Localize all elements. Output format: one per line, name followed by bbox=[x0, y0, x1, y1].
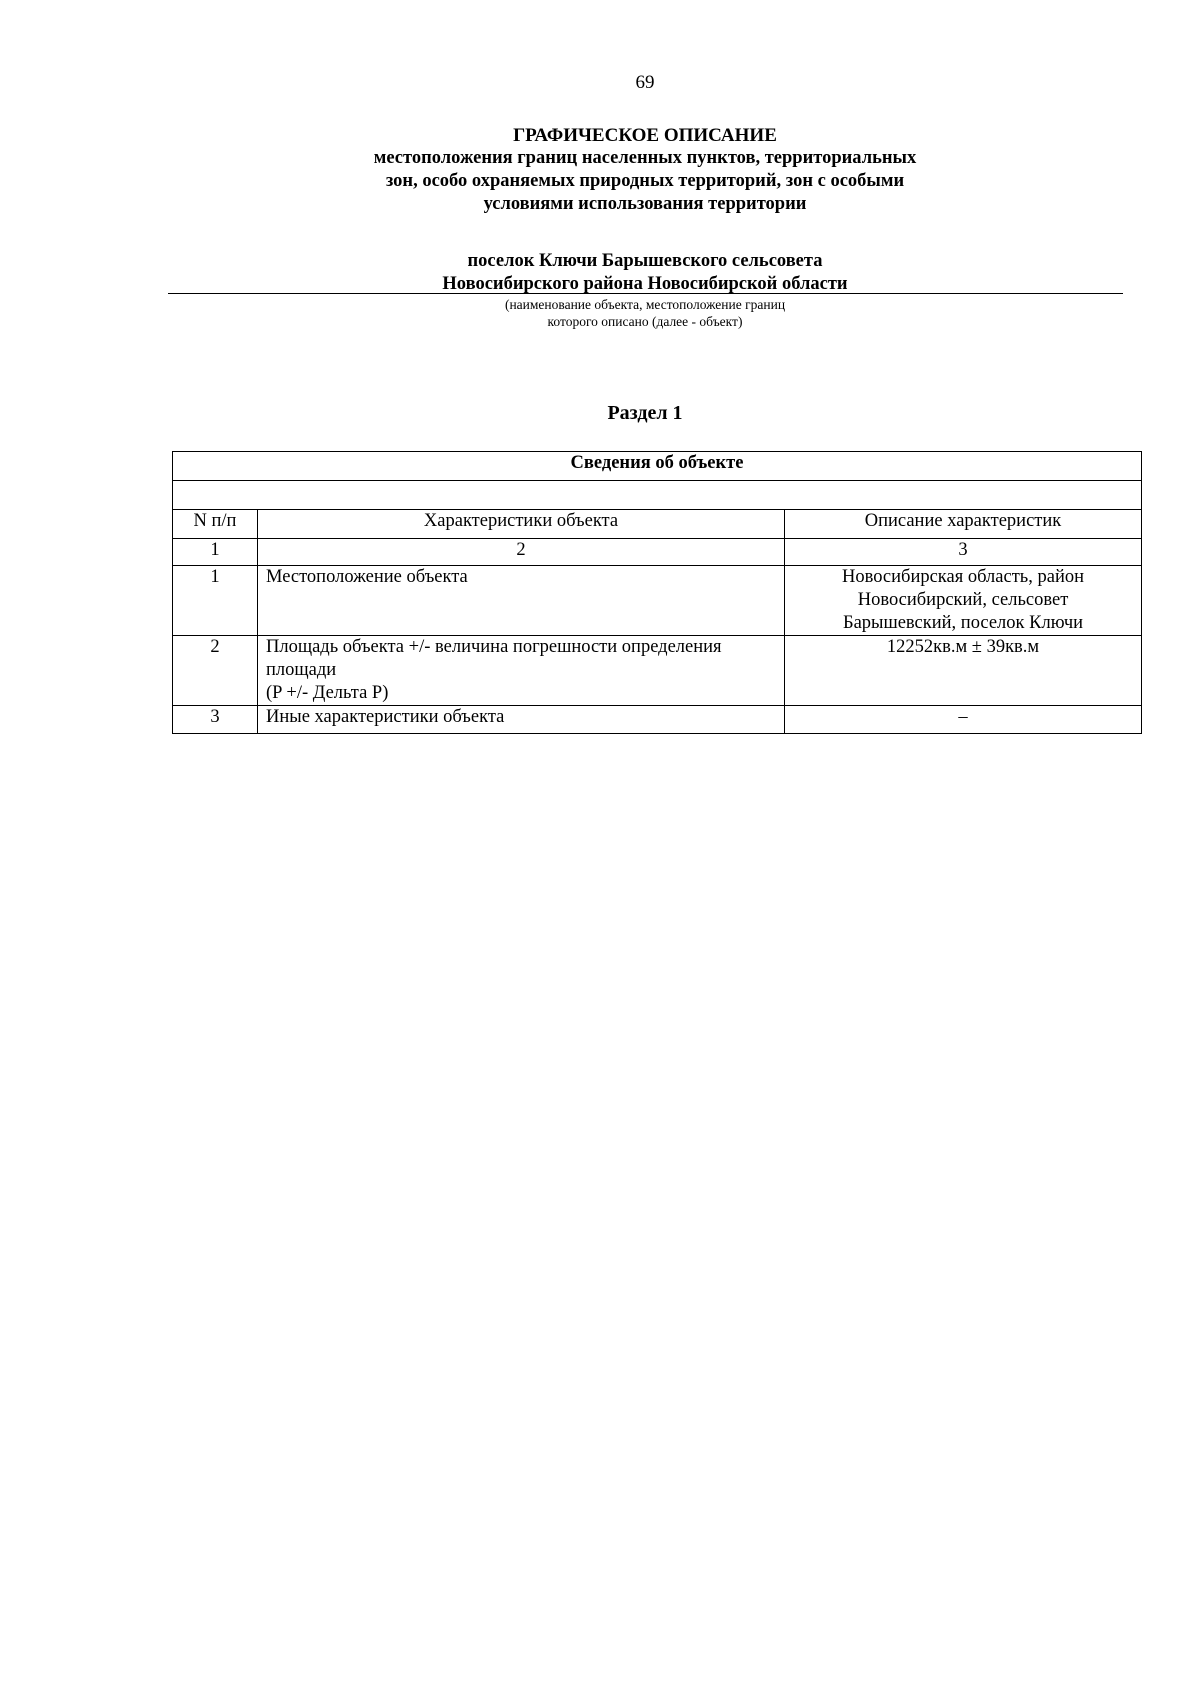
column-number-3: 3 bbox=[785, 539, 1142, 566]
row-characteristic-line: площади bbox=[266, 660, 337, 680]
object-note-line-2: которого описано (далее - объект) bbox=[547, 314, 743, 329]
row-characteristic-line: Иные характеристики объекта bbox=[266, 707, 505, 727]
row-characteristic-line: Площадь объекта +/- величина погрешности определения bbox=[266, 637, 722, 657]
section-title: Раздел 1 bbox=[607, 402, 683, 424]
table-empty-cell bbox=[173, 481, 1142, 510]
table-row bbox=[173, 636, 1142, 706]
row-characteristic-line: Местоположение объекта bbox=[266, 567, 468, 587]
row-description bbox=[785, 566, 1142, 636]
row-description-line: 12252кв.м ± 39кв.м bbox=[886, 637, 1040, 657]
object-name bbox=[0, 250, 1200, 296]
header-description: Описание характеристик bbox=[785, 510, 1142, 539]
object-name-line-2: Новосибирского района Новосибирской области bbox=[442, 274, 848, 294]
row-description-line: – bbox=[958, 707, 968, 727]
table-caption-row bbox=[173, 452, 1142, 481]
row-description-line: Барышевский, поселок Ключи bbox=[842, 613, 1084, 633]
row-number: 2 bbox=[173, 636, 258, 706]
title-main: ГРАФИЧЕСКОЕ ОПИСАНИЕ bbox=[513, 125, 777, 146]
column-number-1: 1 bbox=[173, 539, 258, 566]
object-underline bbox=[168, 293, 1123, 294]
object-note-line-1: (наименование объекта, местоположение границ bbox=[504, 297, 786, 312]
row-characteristic bbox=[258, 636, 785, 706]
row-description-line: Новосибирская область, район bbox=[841, 567, 1084, 587]
object-name-line-1: поселок Ключи Барышевского сельсовета bbox=[467, 251, 823, 271]
title-line-2: местоположения границ населенных пунктов, территориальных bbox=[373, 148, 917, 168]
title-line-4: условиями использования территории bbox=[483, 194, 807, 214]
table-row bbox=[173, 566, 1142, 636]
table-row bbox=[173, 706, 1142, 734]
row-description bbox=[785, 636, 1142, 706]
row-characteristic-line: (P +/- Дельта P) bbox=[266, 683, 389, 703]
document-title bbox=[0, 124, 1200, 216]
table-column-number-row bbox=[173, 539, 1142, 566]
row-description bbox=[785, 706, 1142, 734]
table-empty-row bbox=[173, 481, 1142, 510]
header-characteristic: Характеристики объекта bbox=[258, 510, 785, 539]
table-header-row bbox=[173, 510, 1142, 539]
row-number: 1 bbox=[173, 566, 258, 636]
row-characteristic bbox=[258, 566, 785, 636]
table-caption: Сведения об объекте bbox=[173, 452, 1142, 481]
object-info-table bbox=[172, 451, 1142, 734]
column-number-2: 2 bbox=[258, 539, 785, 566]
page-number: 69 bbox=[635, 72, 655, 93]
row-number: 3 bbox=[173, 706, 258, 734]
title-line-3: зон, особо охраняемых природных территорий, зон с особыми bbox=[385, 171, 905, 191]
object-note bbox=[0, 296, 1200, 330]
row-description-line: Новосибирский, сельсовет bbox=[857, 590, 1069, 610]
header-number: N п/п bbox=[173, 510, 258, 539]
row-characteristic bbox=[258, 706, 785, 734]
